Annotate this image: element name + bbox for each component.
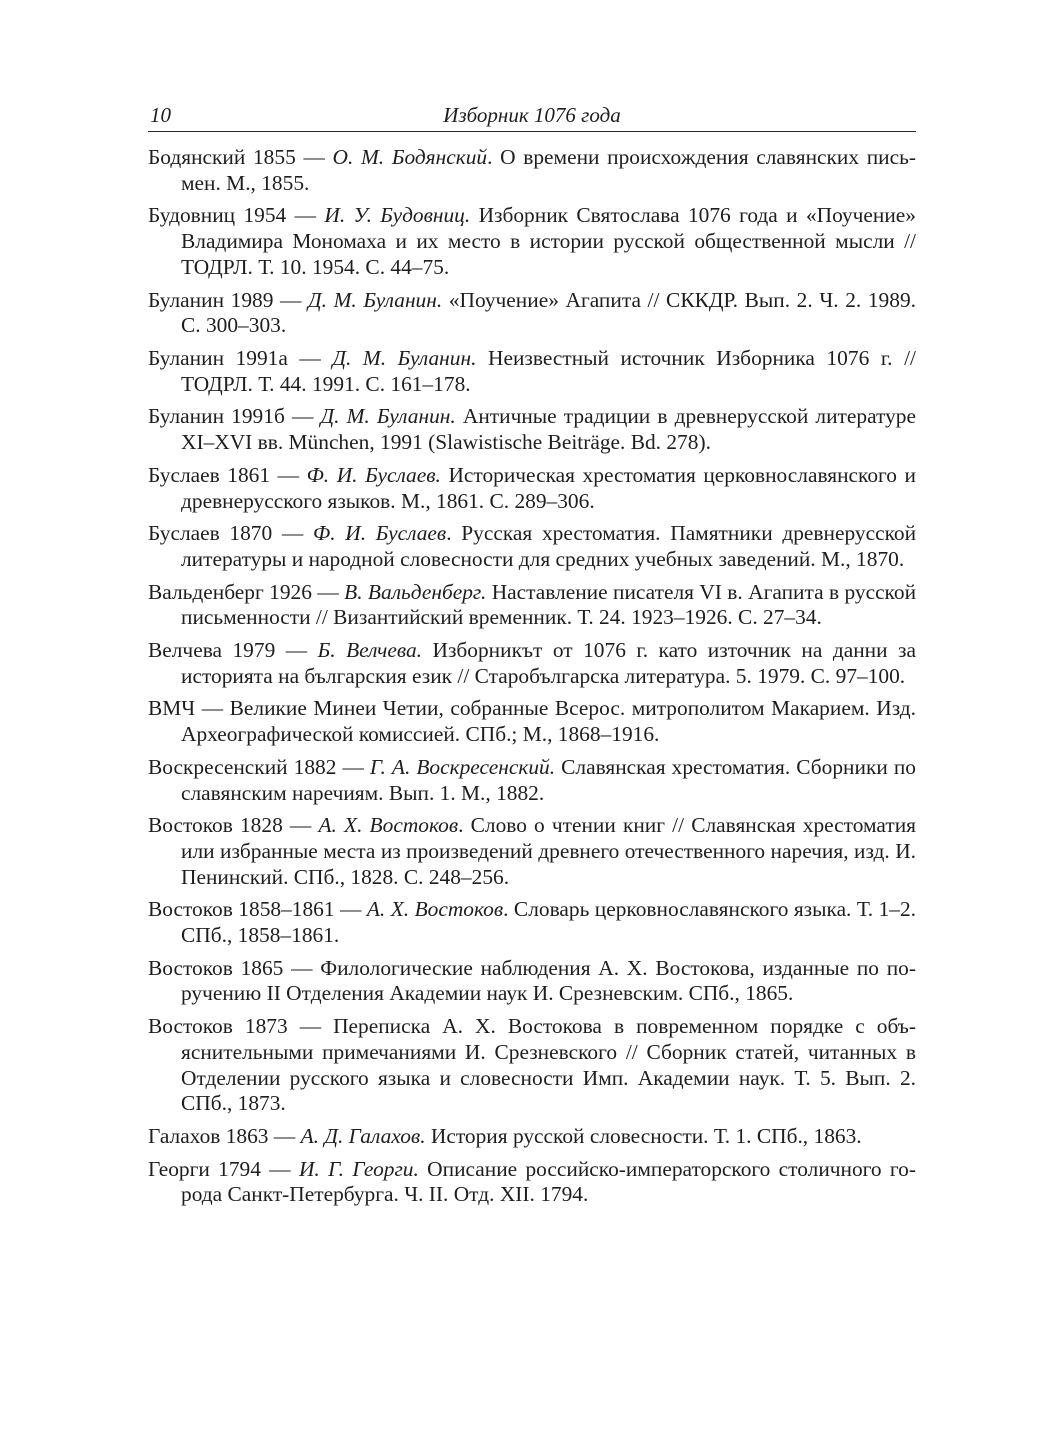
running-title: Изборник 1076 года xyxy=(443,103,621,127)
bibliography-entry xyxy=(148,755,916,807)
entry-author: И. Г. Георги. xyxy=(298,1156,419,1181)
bibliography-entry xyxy=(148,463,916,515)
bibliography-entry xyxy=(148,203,916,280)
bibliography-entry xyxy=(148,638,916,690)
entry-key: Буланин 1991б — xyxy=(148,404,321,429)
entry-key: Востоков 1828 — xyxy=(148,813,319,838)
entry-author: Ф. И. Буслаев xyxy=(313,521,447,546)
bibliography-list xyxy=(148,145,916,1215)
running-head xyxy=(148,101,916,132)
entry-key: Буслаев 1870 — xyxy=(148,521,314,546)
entry-key: Буланин 1989 — xyxy=(148,287,309,312)
entry-author: А. Х. Востоков xyxy=(318,813,459,838)
entry-key: Велчева 1979 — xyxy=(148,637,318,662)
bibliography-entry xyxy=(148,521,916,573)
entry-text: Славянская хрестоматия. Сборники по славянским наречиям. Вып. 1. М., 1882. xyxy=(181,754,916,805)
entry-key: Буслаев 1861 — xyxy=(148,462,307,487)
entry-author: И. У. Будовниц. xyxy=(324,203,471,228)
entry-author: А. Д. Галахов. xyxy=(300,1124,426,1149)
entry-text: Наставление писателя VI в. Агапита в русской письменности // Византийский временник. Т. 24. 1923–1926. С. 27–34. xyxy=(181,579,917,630)
entry-author: Д. М. Буланин. xyxy=(308,287,443,312)
entry-author: А. Х. Востоков xyxy=(366,897,504,922)
bibliography-entry xyxy=(148,1157,916,1209)
entry-text: . Слово о чтении книг // Славянская хрестоматия или избранные места из произведений древнего отечественного наречия, изд. И. Пенинский. СПб., 1828. С. 248–256. xyxy=(181,813,916,889)
entry-key: Георги 1794 — xyxy=(148,1156,299,1181)
entry-text: . Русская хрестоматия. Памятники древнерусской литературы и народной словесности для средних учебных заведений. М., 1870. xyxy=(181,521,917,571)
entry-key: Галахов 1863 — xyxy=(148,1124,301,1149)
entry-author: Г. А. Воскресенский. xyxy=(369,754,556,779)
bibliography-entry xyxy=(148,580,916,632)
entry-text: Описание российско-императорского столичного города Санкт-Петербурга. Ч. II. Отд. XII. 1794. xyxy=(181,1156,916,1207)
entry-text: Античные традиции в древнерусской литературе XI–XVI вв. München, 1991 (Slawistische Beiträge. Bd. 278). xyxy=(181,404,916,455)
entry-text: . О времени происхождения славянских письмен. М., 1855. xyxy=(181,145,916,195)
entry-author: О. М. Бодянский xyxy=(332,145,488,169)
entry-key: Будовниц 1954 — xyxy=(148,203,325,228)
entry-key: ВМЧ — Великие Минеи Четии, собранные Всерос. митрополитом Макарием. Изд. Археографической комиссией. СПб.; М., 1868–1916. xyxy=(148,696,916,747)
entry-key: Вальденберг 1926 — xyxy=(148,579,345,604)
bibliography-entry xyxy=(148,404,916,456)
entry-text: Изборникът от 1076 г. като източник на данни за историята на българския език // Старобългарска литература. 5. 1979. С. 97–100. xyxy=(181,637,917,688)
entry-key: Буланин 1991а — xyxy=(148,345,333,370)
entry-author: Ф. И. Буслаев. xyxy=(306,462,441,487)
entry-author: Д. М. Буланин. xyxy=(320,404,456,429)
bibliography-entry xyxy=(148,1014,916,1117)
entry-text: «Поучение» Агапита // СККДР. Вып. 2. Ч. 2. 1989. С. 300–303. xyxy=(181,287,916,338)
page-number: 10 xyxy=(150,103,171,127)
entry-author: Д. М. Буланин. xyxy=(332,345,477,370)
entry-text: Историческая хрестоматия церковнославянского и древнерусского языков. М., 1861. С. 289–306. xyxy=(181,462,916,513)
bibliography-entry xyxy=(148,813,916,890)
entry-author: В. Вальденберг. xyxy=(344,579,487,604)
entry-text: . Словарь церковнославянского языка. Т. 1–2. СПб., 1858–1861. xyxy=(181,897,917,948)
bibliography-entry xyxy=(148,956,916,1008)
bibliography-entry xyxy=(148,288,916,340)
entry-text: Изборник Святослава 1076 года и «Поучение» Владимира Мономаха и их место в истории русской общественной мысли // ТОДРЛ. Т. 10. 1954. С. 44–75. xyxy=(181,203,916,279)
entry-key: Востоков 1858–1861 — xyxy=(148,897,367,922)
entry-author: Б. Велчева. xyxy=(317,637,423,662)
entry-key: Востоков 1873 — Переписка А. Х. Востокова в повременном порядке с объяснительными примечаниями И. Срезневского // Сборник статей, читанных в Отделении русского языка и словесности Имп. Академии наук. Т. 5. Вып. 2. СПб., 1873. xyxy=(148,1014,916,1116)
entry-text: История русской словесности. Т. 1. СПб., 1863. xyxy=(425,1124,862,1149)
bibliography-entry xyxy=(148,1124,916,1150)
entry-key: Востоков 1865 — Филологические наблюдения А. Х. Востокова, изданные по поручению II Отделения Академии наук И. Срезневским. СПб., 1865. xyxy=(148,955,916,1006)
bibliography-entry xyxy=(148,145,916,197)
entry-key: Бодянский 1855 — xyxy=(148,145,333,169)
bibliography-entry xyxy=(148,897,916,949)
entry-key: Воскресенский 1882 — xyxy=(148,754,370,779)
bibliography-entry xyxy=(148,696,916,748)
entry-text: Неизвестный источник Изборника 1076 г. // ТОДРЛ. Т. 44. 1991. С. 161–178. xyxy=(181,345,916,396)
bibliography-entry xyxy=(148,346,916,398)
